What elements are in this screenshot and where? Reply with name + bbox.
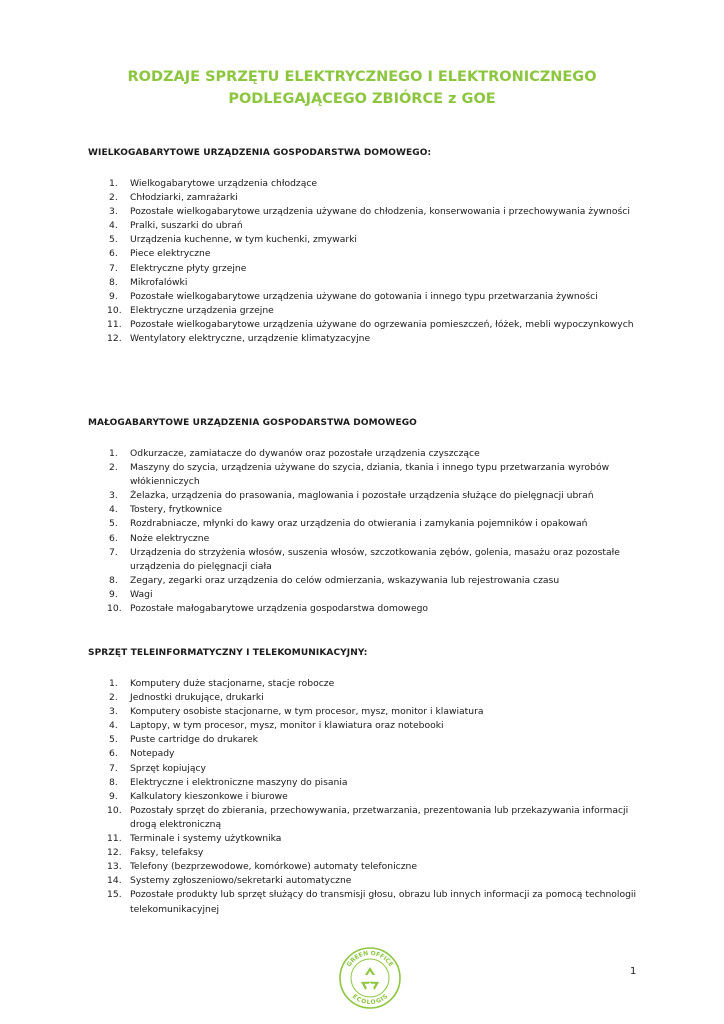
item-text: Pozostałe produkty lub sprzęt służący do transmisji głosu, obrazu lub innych informacji za pomocą technologii telekomunikacyjnej <box>130 889 637 915</box>
item-text: Elektryczne urządzenia grzejne <box>130 304 274 316</box>
list-item <box>88 177 648 191</box>
item-number: 5. <box>109 734 118 746</box>
item-text: Mikrofalówki <box>130 276 188 288</box>
item-text: Chłodziarki, zamrażarki <box>130 192 238 204</box>
item-number: 9. <box>109 588 118 600</box>
list-item <box>88 461 648 489</box>
item-text: Żelazka, urządzenia do prasowania, maglowania i pozostałe urządzenia służące do pielęgnacji ubrań <box>130 490 594 502</box>
item-number: 11. <box>107 833 122 845</box>
item-number: 15. <box>107 889 122 901</box>
section-it-telecom <box>88 646 648 917</box>
item-number: 1. <box>109 448 118 459</box>
list-item <box>88 691 648 705</box>
title-line-1: RODZAJE SPRZĘTU ELEKTRYCZNEGO I ELEKTRONICZNEGO <box>127 69 597 85</box>
item-text: Notepady <box>130 748 175 760</box>
item-text: Tostery, frytkownice <box>130 504 223 516</box>
item-number: 12. <box>107 847 122 859</box>
item-text: Pralki, suszarki do ubrań <box>130 220 243 232</box>
item-number: 6. <box>109 748 118 760</box>
item-text: Pozostałe małogabarytowe urządzenia gospodarstwa domowego <box>130 603 429 615</box>
item-text: Pozostałe wielkogabarytowe urządzenia używane do gotowania i innego typu przetwarzania żywności <box>130 290 598 302</box>
page-number: 1 <box>630 966 637 977</box>
item-text: Zegary, zegarki oraz urządzenia do celów odmierzania, wskazywania lub rejestrowania czasu <box>130 574 560 586</box>
list-item <box>88 588 648 602</box>
item-number: 5. <box>109 234 118 246</box>
item-text: Pozostałe wielkogabarytowe urządzenia używane do ogrzewania pomieszczeń, łóżek, mebli wypoczynkowych <box>130 318 634 330</box>
list-item <box>88 276 648 290</box>
item-number: 3. <box>109 206 118 218</box>
item-text: Laptopy, w tym procesor, mysz, monitor i klawiatura oraz notebooki <box>130 720 444 732</box>
list-item <box>88 332 648 346</box>
item-number: 11. <box>107 318 122 330</box>
item-text: Noże elektryczne <box>130 532 210 544</box>
list-item <box>88 517 648 531</box>
recycle-icon <box>361 967 379 990</box>
item-number: 2. <box>109 192 118 204</box>
logo-top-text: GREEN OFFICE <box>345 949 395 969</box>
item-number: 4. <box>109 720 118 732</box>
item-number: 10. <box>107 804 122 816</box>
item-text: Sprzęt kopiujący <box>130 762 206 774</box>
item-list <box>88 677 648 917</box>
list-item <box>88 205 648 219</box>
list-item <box>88 846 648 860</box>
list-item <box>88 318 648 332</box>
list-item <box>88 705 648 719</box>
document-title <box>0 66 724 110</box>
item-text: Piece elektryczne <box>130 248 211 260</box>
list-item <box>88 874 648 888</box>
item-text: Faksy, telefaksy <box>130 847 204 859</box>
item-number: 7. <box>109 762 118 774</box>
item-text: Puste cartridge do drukarek <box>130 734 258 746</box>
item-text: Rozdrabniacze, młynki do kawy oraz urządzenia do otwierania i zamykania pojemników i opakowań <box>130 518 588 530</box>
item-number: 12. <box>107 333 122 345</box>
list-item <box>88 503 648 517</box>
list-item <box>88 574 648 588</box>
list-item <box>88 762 648 776</box>
item-number: 3. <box>109 490 118 502</box>
item-text: Pozostałe wielkogabarytowe urządzenia używane do chłodzenia, konserwowania i przechowywania żywności <box>130 206 630 218</box>
item-number: 14. <box>107 875 122 887</box>
section-heading: MAŁOGABARYTOWE URZĄDZENIA GOSPODARSTWA DOMOWEGO <box>88 418 417 428</box>
list-item <box>88 677 648 691</box>
item-number: 2. <box>109 462 118 474</box>
item-number: 10. <box>107 304 122 316</box>
item-list <box>88 177 648 346</box>
list-item <box>88 489 648 503</box>
section-heading: WIELKOGABARYTOWE URZĄDZENIA GOSPODARSTWA DOMOWEGO: <box>88 148 432 158</box>
list-item <box>88 747 648 761</box>
item-text: Elektryczne płyty grzejne <box>130 262 247 274</box>
item-number: 6. <box>109 532 118 544</box>
item-text: Wentylatory elektryczne, urządzenie klimatyzacyjne <box>130 333 371 345</box>
list-item <box>88 304 648 318</box>
list-item <box>88 532 648 546</box>
item-number: 3. <box>109 706 118 718</box>
item-number: 4. <box>109 220 118 232</box>
item-number: 9. <box>109 290 118 302</box>
list-item <box>88 832 648 846</box>
item-number: 9. <box>109 790 118 802</box>
list-item <box>88 888 648 916</box>
list-item <box>88 719 648 733</box>
title-line-2: PODLEGAJĄCEGO ZBIÓRCE z GOE <box>228 91 496 107</box>
list-item <box>88 804 648 832</box>
item-text: Urządzenia do strzyżenia włosów, suszenia włosów, szczotkowania zębów, golenia, masażu oraz pozostałe urządzenia do pielęgnacji ciała <box>130 546 620 572</box>
item-text: Systemy zgłoszeniowo/sekretarki automatyczne <box>130 875 352 887</box>
item-text: Elektryczne i elektroniczne maszyny do pisania <box>130 776 348 788</box>
item-text: Maszyny do szycia, urządzenia używane do szycia, dziania, tkania i innego typu przetwarzania wyrobów włókienniczych <box>130 462 610 488</box>
item-text: Terminale i systemy użytkownika <box>130 833 282 845</box>
item-number: 7. <box>109 546 118 558</box>
item-number: 13. <box>107 861 122 873</box>
item-number: 5. <box>109 518 118 530</box>
item-number: 1. <box>109 178 118 189</box>
section-small-appliances <box>88 416 648 616</box>
list-item <box>88 191 648 205</box>
item-text: Wielkogabarytowe urządzenia chłodzące <box>130 178 318 189</box>
item-number: 8. <box>109 776 118 788</box>
item-number: 1. <box>109 678 118 689</box>
item-text: Komputery osobiste stacjonarne, w tym procesor, mysz, monitor i klawiatura <box>130 706 484 718</box>
list-item <box>88 860 648 874</box>
list-item <box>88 447 648 461</box>
item-number: 4. <box>109 504 118 516</box>
item-number: 2. <box>109 692 118 704</box>
item-text: Kalkulatory kieszonkowe i biurowe <box>130 790 288 802</box>
item-number: 7. <box>109 262 118 274</box>
item-text: Telefony (bezprzewodowe, komórkowe) automaty telefoniczne <box>130 861 418 873</box>
item-number: 8. <box>109 574 118 586</box>
item-number: 8. <box>109 276 118 288</box>
green-office-logo <box>338 946 402 1010</box>
item-number: 6. <box>109 248 118 260</box>
list-item <box>88 790 648 804</box>
section-large-appliances <box>88 146 648 346</box>
list-item <box>88 290 648 304</box>
item-text: Wagi <box>130 588 153 600</box>
list-item <box>88 247 648 261</box>
list-item <box>88 733 648 747</box>
list-item <box>88 546 648 574</box>
item-list <box>88 447 648 616</box>
item-text: Jednostki drukujące, drukarki <box>130 692 264 704</box>
list-item <box>88 262 648 276</box>
logo-bottom-text: ECOLOGIS <box>350 993 390 1007</box>
list-item <box>88 602 648 616</box>
item-text: Odkurzacze, zamiatacze do dywanów oraz pozostałe urządzenia czyszczące <box>130 448 480 459</box>
list-item <box>88 219 648 233</box>
list-item <box>88 776 648 790</box>
item-text: Urządzenia kuchenne, w tym kuchenki, zmywarki <box>130 234 357 246</box>
section-heading: SPRZĘT TELEINFORMATYCZNY I TELEKOMUNIKACYJNY: <box>88 648 368 658</box>
item-number: 10. <box>107 603 122 615</box>
list-item <box>88 233 648 247</box>
item-text: Komputery duże stacjonarne, stacje robocze <box>130 678 335 689</box>
item-text: Pozostały sprzęt do zbierania, przechowywania, przetwarzania, prezentowania lub przekazywania informacji drogą elektroniczną <box>130 804 629 830</box>
